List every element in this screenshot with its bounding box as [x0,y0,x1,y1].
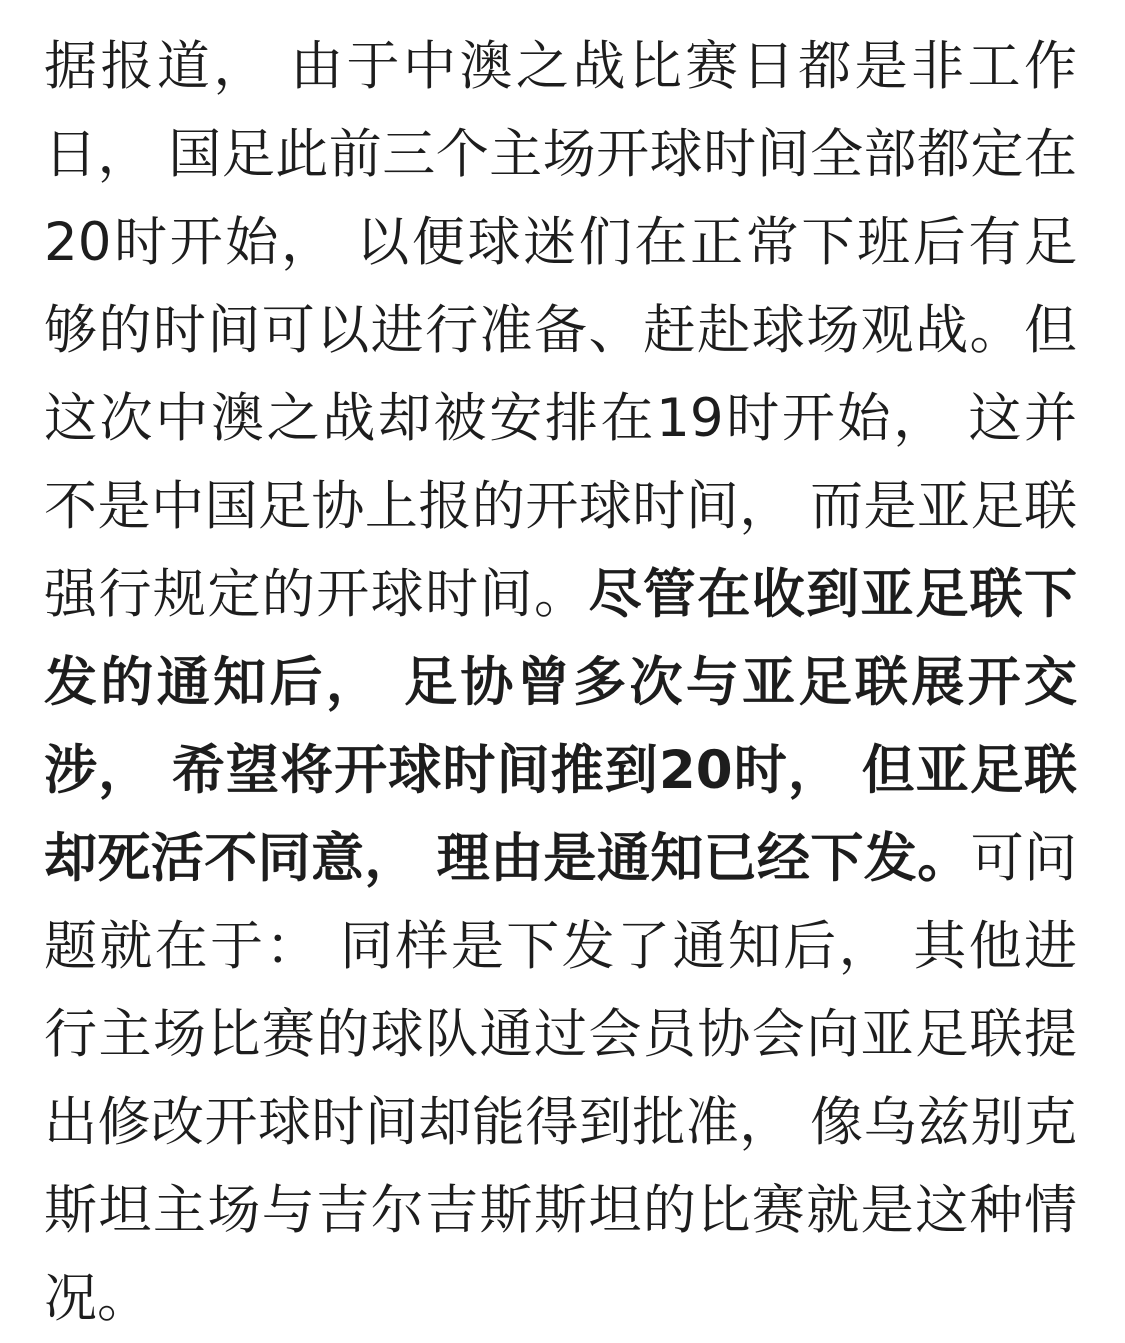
paragraph-text-regular-1: 据报道， 由于中澳之战比赛日都是非工作日， 国足此前三个主场开球时间全部都定在20时开始， 以便球迷们在正常下班后有足够的时间可以进行准备、赶赴球场观战。但这次中澳之战却被安排在19时开始， 这并不是中国足协上报的开球时间， 而是亚足联强行规定的开球时间。 [44,36,1077,625]
paragraph-text-bold: 尽管在收到亚足联下发的通知后， 足协曾多次与亚足联展开交涉， 希望将开球时间推到20时， 但亚足联却死活不同意， 理由是通知已经下发。 [44,564,1078,889]
paragraph-text-regular-2: 可问题就在于： 同样是下发了通知后， 其他进行主场比赛的球队通过会员协会向亚足联提出修改开球时间却能得到批准， 像乌兹别克斯坦主场与吉尔吉斯斯坦的比赛就是这种情况。 [44,828,1078,1329]
article-paragraph [44,23,1077,1343]
